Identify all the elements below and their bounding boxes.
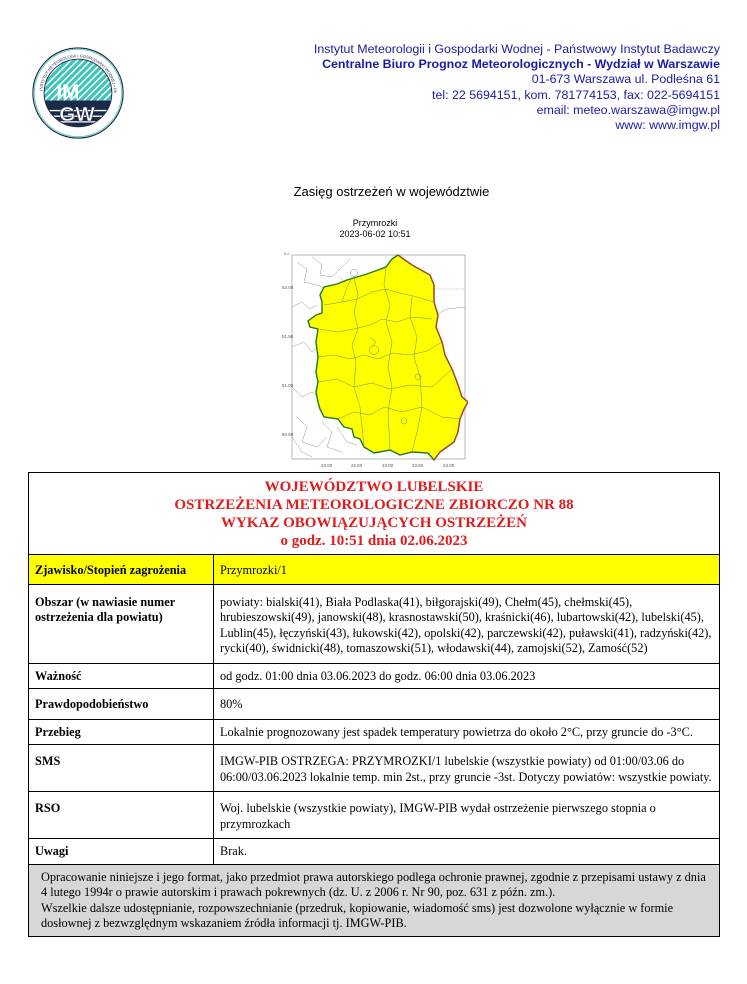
map-corner-label: 0.0 [284,251,290,256]
website-link[interactable]: www: www.imgw.pl [615,118,720,133]
phone-fax: tel: 22 5694151, kom. 781774153, fax: 022-5694151 [432,87,720,102]
list-title: WYKAZ OBOWIĄZUJĄCYCH OSTRZEŻEŃ [221,515,527,531]
row-label: Ważność [29,663,214,689]
table-row-area [29,584,720,663]
address: 01-673 Warszawa ul. Podleśna 61 [531,72,720,87]
row-label: Uwagi [29,839,214,865]
copyright-footer [29,864,720,936]
table-row-probability [29,689,720,720]
map-datetime: 2023-06-02 10:51 [339,229,411,239]
x-tick-label: 22.50 [351,463,363,468]
warning-map [282,247,468,469]
y-tick-label: 50.50 [282,432,294,437]
distribution-notice: Wszelkie dalsze udostępnianie, rozpowszechnianie (przedruk, kopiowanie, wiadomość sms) jest dozwolone wyłącznie w formie dosłownej z bezwzględnym wskazaniem źródła informacji tj. IMGW-PIB. [41,900,674,930]
row-value: Woj. lubelskie (wszystkie powiaty), IMGW-PIB wydał ostrzeżenie pierwszego stopnia o przymrozkach [214,792,720,839]
department-name: Centralne Biuro Prognoz Meteorologicznych - Wydział w Warszawie [322,57,720,72]
table-row-phenomenon [29,555,720,585]
bulletin-number: OSTRZEŻENIA METEOROLOGICZNE ZBIORCZO NR 88 [174,497,574,513]
row-label: Obszar (w nawiasie numer ostrzeżenia dla powiatu) [29,584,214,663]
row-label: Prawdopodobieństwo [29,689,214,720]
row-label: RSO [29,792,214,839]
row-value: od godz. 01:00 dnia 03.06.2023 do godz. 06:00 dnia 03.06.2023 [214,663,720,689]
row-value: 80% [214,689,720,720]
x-tick-label: 22.00 [321,463,333,468]
copyright-notice: Opracowanie niniejsze i jego format, jako przedmiot prawa autorskiego podlega ochronie prawnej, zgodnie z przepisami ustawy z dnia 4 lutego 1994r o prawie autorskim i prawach pokrewnych (dz. U. z 2006 r. Nr 90, poz. 631 z późn. zm.). [41,869,706,899]
table-row-rso [29,792,720,839]
row-label: Przebieg [29,719,214,745]
table-row-course [29,719,720,745]
row-value: Lokalnie prognozowany jest spadek temperatury powietrza do około 2°C, przy gruncie do -3°C. [214,719,720,745]
table-row-sms [29,745,720,792]
voivodeship-title: WOJEWÓDZTWO LUBELSKIE [264,479,484,495]
row-label: SMS [29,745,214,792]
imgw-logo [31,46,125,140]
logo-text-gw: GW [59,103,95,127]
row-value: Brak. [214,839,720,865]
map-phenomenon: Przymrozki [352,218,398,228]
table-row-validity [29,663,720,689]
warning-table [28,472,720,937]
institution-header [314,42,720,133]
institute-name: Instytut Meteorologii i Gospodarki Wodnej - Państwowy Instytut Badawczy [313,42,720,56]
table-row-remarks [29,839,720,865]
x-tick-label: 23.50 [412,463,424,468]
row-value: powiaty: bialski(41), Biała Podlaska(41), biłgorajski(49), Chełm(45), chełmski(45), hrubieszowski(49), janowski(48), krasnostawski(50), kraśnicki(46), lubartowski(42), lubelski(45), Lublin(45), łęczyński(43), łukowski(42), opolski(42), parczewski(42), puławski(41), radzyński(42), rycki(40), świdnicki(48), tomaszowski(51), włodawski(44), zamojski(52), Zamość(52) [214,584,720,663]
x-tick-label: 24.00 [443,463,455,468]
logo-text-im: IM [56,80,80,104]
section-title: Zasięg ostrzeżeń w województwie [293,184,490,199]
warning-heading [29,473,720,555]
y-tick-label: 51.50 [282,334,294,339]
issue-time: o godz. 10:51 dnia 02.06.2023 [280,533,468,549]
map-caption [300,218,450,240]
row-label: Zjawisko/Stopień zagrożenia [29,555,214,585]
row-value: IMGW-PIB OSTRZEGA: PRZYMROZKI/1 lubelskie (wszystkie powiaty) od 01:00/03.06 do 06:00/03.06.2023 lokalnie temp. min 2st., przy gruncie -3st. Dotyczy powiatów: wszystkie powiaty. [214,745,720,792]
y-tick-label: 52.00 [282,285,294,290]
y-tick-label: 51.00 [282,383,294,388]
x-tick-label: 23.00 [382,463,394,468]
email-link[interactable]: email: meteo.warszawa@imgw.pl [536,102,720,117]
row-value: Przymrozki/1 [214,555,720,585]
logo-ring-text: INSTYTUT METEOROLOGII I GOSPODARKI WODNEJ • PA [38,53,118,94]
